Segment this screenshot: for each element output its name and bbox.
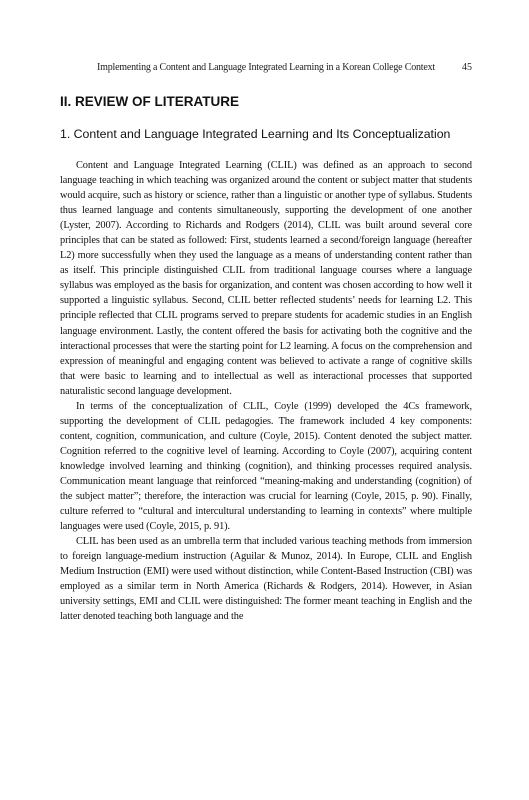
body-text: [60, 158, 472, 624]
page-number: 45: [462, 62, 472, 73]
section-heading: II. REVIEW OF LITERATURE: [60, 94, 240, 109]
paragraph: In terms of the conceptualization of CLIL, Coyle (1999) developed the 4Cs framework, supporting the development of CLIL pedagogies. The framework included 4 key components: content, cognition, communication, and culture (Coyle, 2015). Content denoted the subject matter. Cognition referred to the cognitive level of learning. According to Coyle (2007), acquiring content knowledge involved learning and thinking (cognition), and thinking processes required analysis. Communication meant language that reinforced “meaning-making and understanding (cognition) of the subject matter”; therefore, the interaction was crucial for learning (Coyle, 2015, p. 90). Finally, culture referred to “cultural and intercultural understanding to learning in contexts” where multiple languages were used (Coyle, 2015, p. 91).: [60, 400, 472, 533]
subsection-heading: 1. Content and Language Integrated Learning and Its Conceptualization: [60, 127, 451, 141]
running-head: Implementing a Content and Language Integrated Learning in a Korean College Context: [96, 62, 435, 73]
paragraph: Content and Language Integrated Learning (CLIL) was defined as an approach to second language teaching in which teaching was organized around the content or subject matter that students would acquire, such as history or science, rather than a linguistic or another type of syllabus. Students thus learned language and contents simultaneously, supporting the development of one another (Lyster, 2007). According to Richards and Rodgers (2014), CLIL was built around several core principles that can be stated as followed: First, students learned a second/foreign language (hereafter L2) more successfully when they used the language as a means of understanding content rather than as itself. This principle distinguished CLIL from traditional language courses where a language syllabus was employed as the basis for organization, and content was chosen according to how well it supported a linguistic syllabus. Second, CLIL better reflected students’ needs for learning L2. This principle reflected that CLIL programs served to prepare students for academic studies in an English language environment. Lastly, the content offered the basis for activating both the cognitive and the interactional processes that were the starting point for L2 learning. A focus on the comprehension and expression of meaningful and engaging content was believed to activate a range of cognitive skills that were basic to learning and to intellectual as well as interactional processes that supported naturalistic second language development.: [60, 160, 472, 397]
paragraph: CLIL has been used as an umbrella term that included various teaching methods from immersion to foreign language-medium instruction (Aguilar & Munoz, 2014). In Europe, CLIL and English Medium Instruction (EMI) were used without distinction, while Content-Based Instruction (CBI) was employed as a similar term in North America (Richards & Rodgers, 2014). However, in Asian university settings, EMI and CLIL were distinguished: The former meant teaching in English and the latter denoted teaching both language and the: [60, 536, 472, 623]
